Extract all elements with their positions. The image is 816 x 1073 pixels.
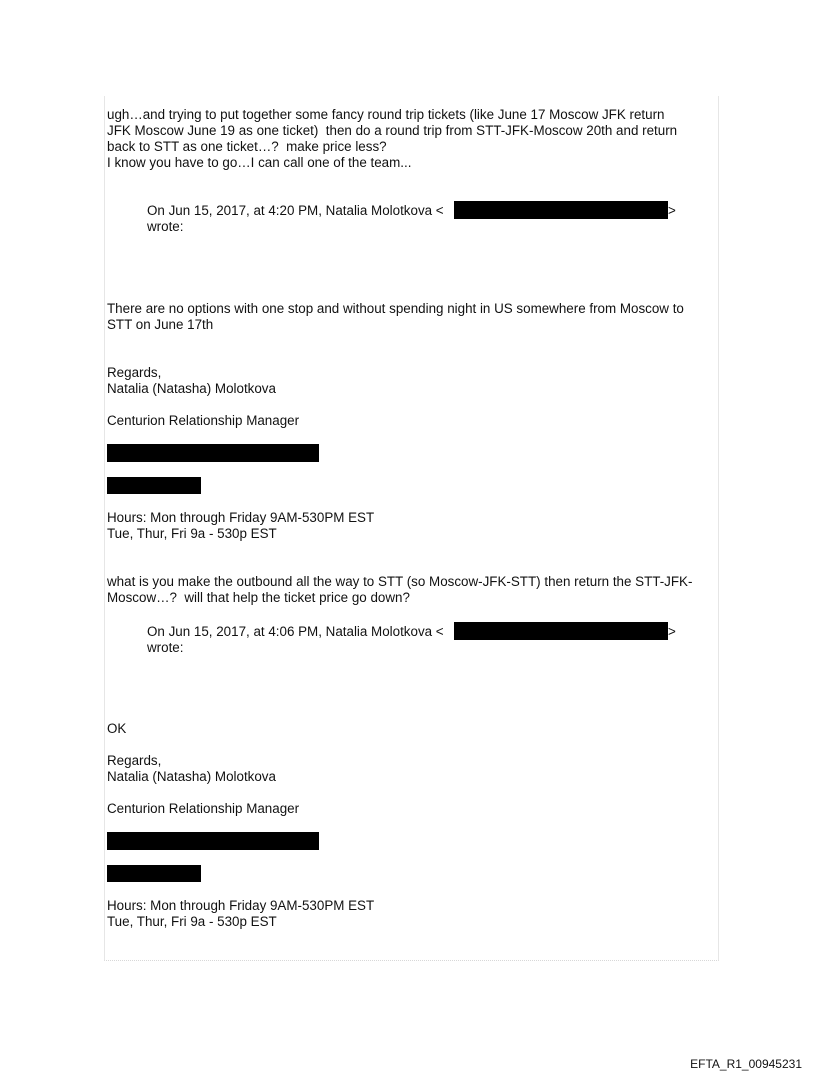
signature-hours: Tue, Thur, Fri 9a - 530p EST bbox=[107, 526, 277, 541]
signature-title: Centurion Relationship Manager bbox=[107, 413, 300, 428]
signature-name: Natalia (Natasha) Molotkova bbox=[107, 769, 276, 784]
redaction-bar bbox=[107, 444, 319, 462]
quote-header-prefix: On Jun 15, 2017, at 4:20 PM, Natalia Molotkova < bbox=[147, 203, 444, 218]
email-text-line: back to STT as one ticket…? make price less? bbox=[107, 139, 387, 154]
redaction-bar bbox=[107, 865, 201, 882]
email-text-line: There are no options with one stop and without spending night in US somewhere from Moscow to bbox=[107, 301, 684, 316]
email-text-line: I know you have to go…I can call one of the team... bbox=[107, 155, 412, 170]
quote-header-suffix: > bbox=[668, 624, 676, 639]
signature-hours: Tue, Thur, Fri 9a - 530p EST bbox=[107, 914, 277, 929]
redaction-bar bbox=[454, 622, 668, 640]
signature-hours: Hours: Mon through Friday 9AM-530PM EST bbox=[107, 510, 375, 525]
redaction-bar bbox=[107, 832, 319, 850]
signature-name: Natalia (Natasha) Molotkova bbox=[107, 381, 276, 396]
quote-header-wrote: wrote: bbox=[147, 219, 184, 234]
email-text-line: Moscow…? will that help the ticket price go down? bbox=[107, 590, 410, 605]
redaction-bar bbox=[107, 477, 201, 494]
signature-regards: Regards, bbox=[107, 365, 162, 380]
email-text-line: ugh…and trying to put together some fancy round trip tickets (like June 17 Moscow JFK return bbox=[107, 107, 665, 122]
email-text-line: JFK Moscow June 19 as one ticket) then do a round trip from STT-JFK-Moscow 20th and return bbox=[107, 123, 678, 138]
email-text-line: what is you make the outbound all the way to STT (so Moscow-JFK-STT) then return the STT-JFK- bbox=[107, 574, 693, 589]
quote-header-prefix: On Jun 15, 2017, at 4:06 PM, Natalia Molotkova < bbox=[147, 624, 444, 639]
signature-regards: Regards, bbox=[107, 753, 162, 768]
quote-header-suffix: > bbox=[668, 203, 676, 218]
signature-hours: Hours: Mon through Friday 9AM-530PM EST bbox=[107, 898, 375, 913]
email-text-line: STT on June 17th bbox=[107, 317, 214, 332]
email-text-line: OK bbox=[107, 721, 127, 736]
quote-header-wrote: wrote: bbox=[147, 640, 184, 655]
redaction-bar bbox=[454, 201, 668, 219]
document-id: EFTA_R1_00945231 bbox=[690, 1057, 802, 1071]
signature-title: Centurion Relationship Manager bbox=[107, 801, 300, 816]
